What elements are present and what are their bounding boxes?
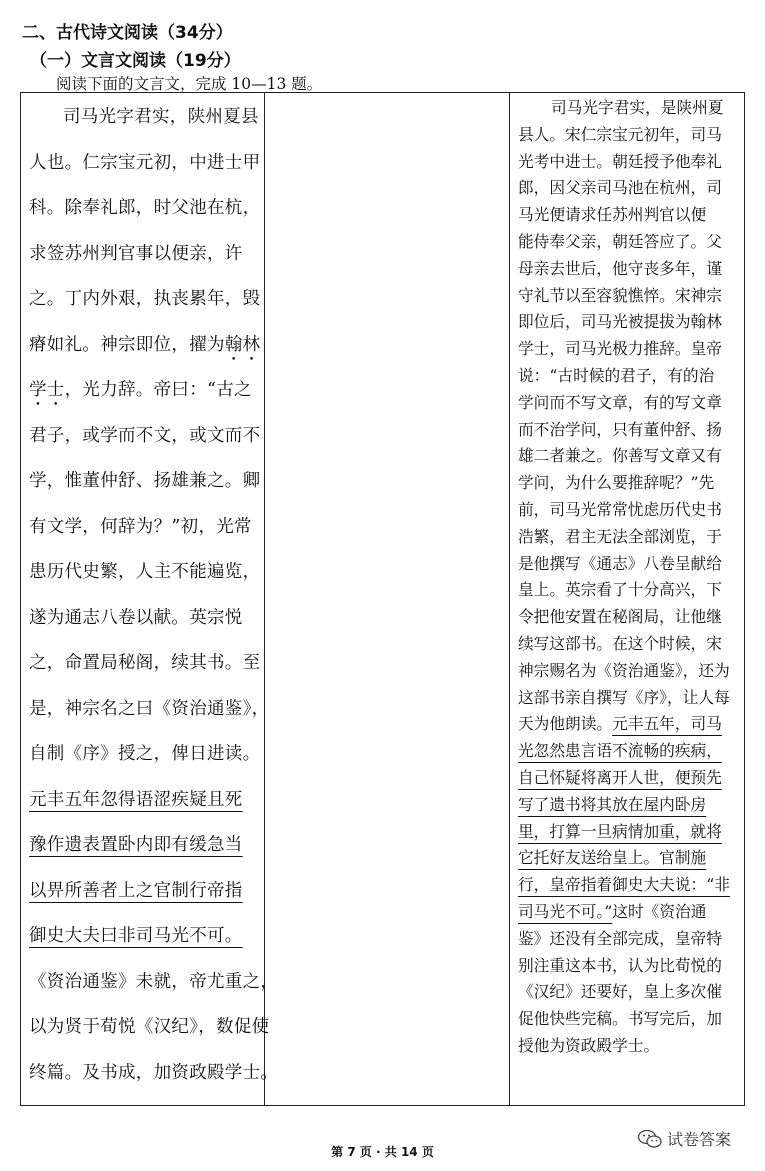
translation-line bbox=[518, 738, 744, 765]
translation-line bbox=[518, 819, 744, 846]
underlined-translation: 元丰五年，司马 bbox=[612, 714, 722, 734]
original-line: 司马光字君实，陕州夏县 bbox=[63, 107, 259, 127]
translation-line: 这部书亲自撰写《序》，让人每 bbox=[518, 687, 730, 707]
translation-line: 学士，司马光极力推辞。皇帝 bbox=[518, 339, 722, 359]
translation-line: 郎，因父亲司马池在杭州，司 bbox=[518, 178, 722, 198]
original-line bbox=[29, 784, 257, 830]
original-line: 科。除奉礼郎，时父池在杭， bbox=[29, 198, 261, 218]
translation-line: 县人。宋仁宗宝元初年，司马 bbox=[518, 124, 722, 144]
underlined-translation: 司马光不可。” bbox=[518, 901, 613, 921]
subsection-title: （一）文言文阅读（19分） bbox=[30, 51, 241, 71]
translation-text: 天为他朗读。 bbox=[518, 714, 613, 734]
translation-line: 而不治学问，只有董仲舒、扬 bbox=[518, 419, 722, 439]
translation-line: 续写这部书。在这个时候，宋 bbox=[518, 633, 722, 653]
column-divider-left bbox=[264, 93, 265, 1105]
translation-column bbox=[518, 95, 744, 1060]
original-line: 自制《序》授之，俾日进读。 bbox=[29, 744, 261, 764]
translation-line: 神宗赐名为《资治通鉴》，还为 bbox=[518, 660, 730, 680]
underlined-translation: 行，皇帝指着御史大夫说：“非 bbox=[518, 875, 730, 895]
original-line: 终篇。及书成，加资政殿学士。 bbox=[29, 1062, 279, 1083]
original-text: ，光力辞。帝曰：“古之 bbox=[64, 380, 252, 400]
section-title: 二、古代诗文阅读（34分） bbox=[22, 23, 233, 43]
original-line: 求签苏州判官事以便亲，许 bbox=[29, 243, 243, 264]
translation-line: 说：“古时候的君子，有的治 bbox=[518, 365, 715, 385]
translation-line: 马光便请求任苏州判官以便 bbox=[518, 205, 707, 225]
original-line bbox=[29, 829, 257, 875]
translation-line: 皇上。英宗看了十分高兴，下 bbox=[518, 580, 722, 600]
underlined-translation: 写了遗书将其放在屋内卧房 bbox=[518, 794, 707, 814]
translation-line: 能侍奉父亲，朝廷答应了。父 bbox=[518, 231, 722, 251]
underlined-sentence: 御史大夫曰非司马光不可。 bbox=[29, 926, 243, 946]
original-line bbox=[29, 329, 261, 375]
translation-line: 学问而不写文章，有的写文章 bbox=[518, 392, 722, 412]
original-line: 《资治通鉴》未就，帝尤重之， bbox=[29, 971, 279, 992]
passage-table bbox=[20, 92, 745, 1106]
translation-line: 别注重这本书，认为比荀悦的 bbox=[518, 955, 722, 975]
translation-line: 令把他安置在秘阁局，让他继 bbox=[518, 607, 722, 627]
original-text: 瘠如礼。神宗即位，擢为 bbox=[29, 334, 225, 355]
underlined-sentence: 元丰五年忽得语涩疾疑且死 bbox=[29, 789, 243, 810]
translation-text: 这时《资治通 bbox=[612, 901, 707, 921]
translation-line bbox=[518, 765, 744, 792]
translation-line: 鉴》还没有全部完成，皇帝特 bbox=[518, 928, 722, 948]
original-line bbox=[29, 920, 257, 966]
translation-line: 促他快些完稿。书写完后，加 bbox=[518, 1009, 722, 1029]
original-line: 患历代史繁，人主不能遍览， bbox=[29, 562, 261, 582]
translation-line: 守礼节以至容貌憔悴。宋神宗 bbox=[518, 285, 722, 305]
page-number: 第 7 页 · 共 14 页 bbox=[331, 1145, 434, 1159]
original-line bbox=[29, 875, 257, 921]
original-line: 学，惟董仲舒、扬雄兼之。卿 bbox=[29, 471, 261, 491]
translation-line bbox=[518, 711, 744, 738]
original-line: 君子，或学而不文，或文而不 bbox=[29, 425, 261, 446]
underlined-translation: 自己怀疑将离开人世，便预先 bbox=[518, 767, 722, 787]
translation-line: 《汉纪》还要好，皇上多次催 bbox=[518, 982, 722, 1002]
original-line: 之，命置局秘阁，续其书。至 bbox=[29, 653, 261, 673]
translation-line: 司马光字君实，是陕州夏 bbox=[551, 98, 724, 117]
emphasized-term-xueshi: 学士 bbox=[29, 380, 65, 400]
underlined-translation: 里，打算一旦病情加重，就将 bbox=[518, 821, 722, 841]
emphasized-term-hanlin: 翰林 bbox=[224, 334, 261, 355]
original-line: 人也。仁宗宝元初，中进士甲 bbox=[29, 152, 261, 173]
translation-line: 母亲去世后，他守丧多年，谨 bbox=[518, 258, 722, 278]
underlined-translation: 它托好友送给皇上。官制施 bbox=[518, 848, 707, 868]
translation-line: 光考中进士。朝廷授予他奉礼 bbox=[518, 151, 722, 171]
original-line bbox=[29, 374, 257, 420]
original-line: 是，神宗名之曰《资治通鉴》， bbox=[29, 698, 270, 719]
translation-line: 雄二者兼之。你善写文章又有 bbox=[518, 446, 722, 466]
translation-line: 授他为资政殿学士。 bbox=[518, 1035, 660, 1055]
original-line: 有文学，何辞为？”初，光常 bbox=[29, 516, 252, 537]
underlined-sentence: 以畀所善者上之官制行帝指 bbox=[29, 880, 243, 901]
translation-line: 是他撰写《通志》八卷呈献给 bbox=[518, 553, 722, 573]
translation-line: 浩繁，君主无法全部浏览，于 bbox=[518, 526, 722, 546]
underlined-sentence: 豫作遗表置卧内即有缓急当 bbox=[29, 835, 243, 855]
watermark bbox=[637, 1127, 731, 1150]
instruction: 阅读下面的文言文，完成 10—13 题。 bbox=[56, 75, 323, 93]
translation-line bbox=[518, 792, 744, 819]
original-line: 之。丁内外艰，执丧累年，毁 bbox=[29, 289, 261, 309]
original-text-column bbox=[29, 101, 279, 1102]
original-line: 以为贤于荀悦《汉纪》，数促使 bbox=[29, 1017, 270, 1037]
translation-line bbox=[518, 872, 744, 899]
translation-line bbox=[518, 845, 744, 872]
underlined-translation: 光忽然患言语不流畅的疾病， bbox=[518, 741, 722, 761]
original-line: 遂为通志八卷以献。英宗悦 bbox=[29, 607, 243, 628]
translation-line: 前，司马光常常忧虑历代史书 bbox=[518, 499, 722, 519]
translation-line: 学问，为什么要推辞呢？”先 bbox=[518, 473, 715, 493]
watermark-text: 试卷答案 bbox=[667, 1130, 732, 1149]
translation-line bbox=[518, 899, 744, 926]
column-divider-right bbox=[509, 93, 510, 1105]
wechat-icon bbox=[637, 1129, 663, 1149]
translation-line: 即位后，司马光被提拔为翰林 bbox=[518, 312, 722, 332]
